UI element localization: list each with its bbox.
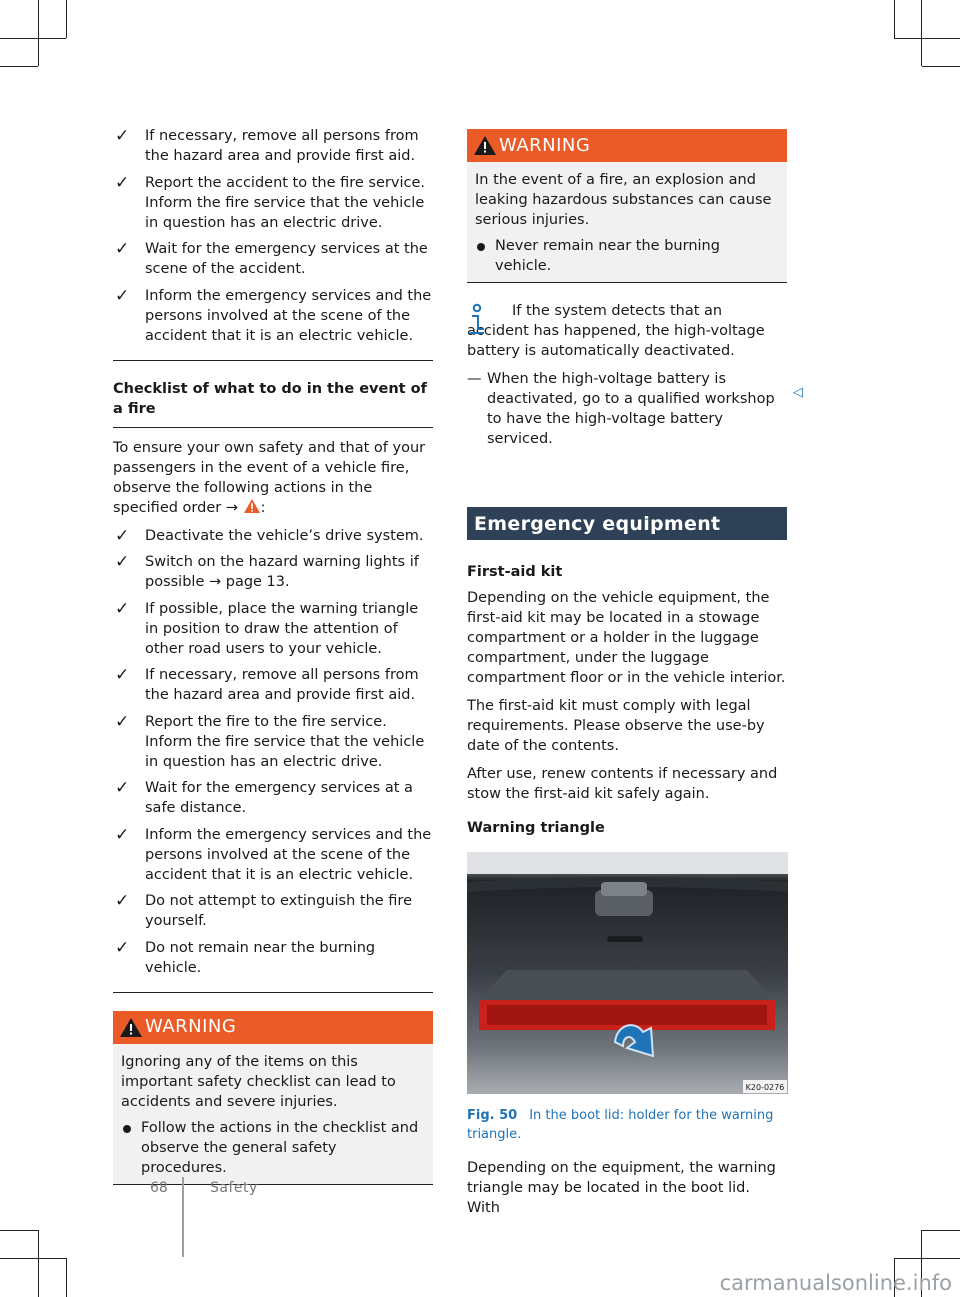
- dash-item: [467, 369, 787, 449]
- step-text: Deactivate the vehicle’s drive system.: [145, 527, 424, 544]
- warning-title: WARNING: [145, 1016, 237, 1037]
- warning-triangle-icon: [473, 135, 497, 156]
- boot-lid-illustration: [467, 852, 788, 1094]
- crop-mark: [894, 38, 960, 39]
- warning-triangle-icon: [243, 498, 261, 514]
- crop-mark: [66, 1258, 67, 1297]
- figure-code: K20-0276: [745, 1083, 785, 1092]
- check-icon: ✓: [115, 239, 130, 259]
- divider: [113, 360, 433, 361]
- crop-mark: [894, 1258, 960, 1259]
- step-text: Switch on the hazard warning lights if possible → page 13.: [145, 554, 419, 590]
- check-icon: ✓: [115, 665, 130, 685]
- step-text: If necessary, remove all persons from the hazard area and provide first aid.: [145, 667, 419, 703]
- crop-mark: [0, 66, 38, 67]
- boot-lid-figure: [467, 852, 788, 1094]
- end-marker-icon: ◁: [793, 385, 803, 400]
- list-item: [113, 599, 433, 659]
- caption-text: In the boot lid: holder for the warning triangle.: [467, 1108, 774, 1142]
- list-item: [113, 891, 433, 931]
- info-note: [467, 301, 787, 449]
- list-item: [113, 665, 433, 705]
- intro-text: To ensure your own safety and that of your passengers in the event of a vehicle fire, observe the following actions in the specified order: [113, 439, 426, 516]
- crop-mark: [922, 66, 960, 67]
- check-icon: ✓: [115, 598, 130, 619]
- warning-bullet: [475, 236, 779, 276]
- check-icon: ✓: [115, 891, 130, 911]
- figure-caption: [467, 1106, 787, 1144]
- bullet-text: Follow the actions in the checklist and observe the general safety procedures.: [141, 1119, 419, 1176]
- step-text: If necessary, remove all persons from the hazard area and provide first aid.: [145, 128, 419, 164]
- paragraph: Depending on the vehicle equipment, the first-aid kit may be located in a stowage compartment or a holder in the luggage compartment, under the luggage compartment floor or in the vehicle interior.: [467, 590, 786, 686]
- right-column: [467, 126, 803, 1226]
- step-text: Report the accident to the fire service. Inform the fire service that the vehicle in question has an electric drive.: [145, 174, 425, 231]
- info-text: If the system detects that an accident has happened, the high-voltage battery is automatically deactivated.: [467, 303, 765, 359]
- paragraph: After use, renew contents if necessary and stow the first-aid kit safely again.: [467, 766, 778, 802]
- check-icon: ✓: [115, 778, 130, 798]
- bullet-icon: [123, 1125, 131, 1133]
- check-icon: ✓: [115, 711, 130, 732]
- crop-mark: [38, 0, 39, 66]
- warning-header: [113, 1011, 433, 1044]
- footer-section: Safety: [210, 1180, 258, 1196]
- fire-checklist-heading: Checklist of what to do in the event of a fire: [113, 380, 427, 417]
- crop-mark: [66, 0, 67, 38]
- crop-mark: [0, 1230, 38, 1231]
- step-text: Inform the emergency services and the persons involved at the scene of the accident that it is an electric vehicle.: [145, 826, 432, 883]
- left-column: [113, 126, 433, 1185]
- info-icon: [467, 303, 487, 335]
- section-title: Emergency equipment: [467, 507, 787, 540]
- divider: [113, 427, 433, 428]
- dash-text: When the high-voltage battery is deactivated, go to a qualified workshop to have the high-voltage battery serviced.: [487, 371, 775, 447]
- bullet-icon: [477, 243, 485, 251]
- warning-title: WARNING: [499, 134, 591, 156]
- step-text: Wait for the emergency services at a safe distance.: [145, 780, 413, 816]
- warning-header: [467, 129, 787, 162]
- list-item: [113, 286, 433, 346]
- warning-triangle-icon: [119, 1017, 143, 1038]
- crop-mark: [922, 1230, 960, 1231]
- warning-body: [467, 162, 787, 282]
- warning-triangle-heading: Warning triangle: [467, 820, 605, 836]
- first-aid-heading: First-aid kit: [467, 564, 563, 580]
- paragraph: The first-aid kit must comply with legal requirements. Please observe the use-by date of the contents.: [467, 698, 765, 754]
- warning-box: [113, 1011, 433, 1185]
- divider: [113, 992, 433, 993]
- list-item: [113, 778, 433, 818]
- check-icon: ✓: [115, 824, 130, 845]
- step-text: Do not attempt to extinguish the fire yourself.: [145, 893, 412, 929]
- crop-mark: [921, 0, 922, 66]
- fire-checklist-intro: [113, 438, 433, 518]
- accident-steps: [113, 126, 433, 346]
- warning-bullet: [121, 1118, 425, 1178]
- watermark: carmanualsonline.info: [719, 1271, 952, 1295]
- step-text: Wait for the emergency services at the scene of the accident.: [145, 241, 428, 277]
- step-text: Report the fire to the fire service. Inform the fire service that the vehicle in question has an electric drive.: [145, 713, 425, 770]
- crop-mark: [38, 1230, 39, 1297]
- dash-icon: —: [467, 371, 482, 387]
- list-item: [113, 712, 433, 772]
- list-item: [113, 938, 433, 978]
- step-text: Inform the emergency services and the persons involved at the scene of the accident that it is an electric vehicle.: [145, 287, 432, 344]
- paragraph: Depending on the equipment, the warning triangle may be located in the boot lid. With: [467, 1160, 776, 1216]
- warning-text: Ignoring any of the items on this important safety checklist can lead to accidents and severe injuries.: [121, 1053, 396, 1110]
- warning-text: In the event of a fire, an explosion and leaking hazardous substances can cause serious injuries.: [475, 172, 772, 228]
- list-item: [113, 239, 433, 279]
- check-icon: ✓: [115, 937, 130, 958]
- crop-mark: [894, 0, 895, 38]
- footer-divider: [182, 1177, 184, 1257]
- page-number: 68: [150, 1180, 168, 1196]
- step-text: If possible, place the warning triangle in position to draw the attention of other road users to your vehicle.: [145, 600, 419, 657]
- list-item: [113, 173, 433, 233]
- check-icon: ✓: [115, 552, 130, 572]
- list-item: [113, 526, 433, 546]
- intro-suffix: :: [260, 499, 266, 516]
- check-icon: ✓: [115, 285, 130, 306]
- list-item: [113, 552, 433, 592]
- crop-mark: [0, 1258, 66, 1259]
- check-icon: ✓: [115, 172, 130, 193]
- bullet-text: Never remain near the burning vehicle.: [495, 238, 720, 274]
- check-icon: ✓: [115, 525, 130, 546]
- list-item: [113, 126, 433, 166]
- list-item: [113, 825, 433, 885]
- check-icon: ✓: [115, 126, 130, 146]
- crop-mark: [0, 38, 66, 39]
- warning-box: [467, 129, 787, 283]
- warning-body: [113, 1044, 433, 1184]
- step-text: Do not remain near the burning vehicle.: [145, 939, 376, 976]
- figure-label: Fig. 50: [467, 1108, 518, 1123]
- fire-steps: [113, 526, 433, 978]
- arrow-icon: →: [225, 499, 238, 516]
